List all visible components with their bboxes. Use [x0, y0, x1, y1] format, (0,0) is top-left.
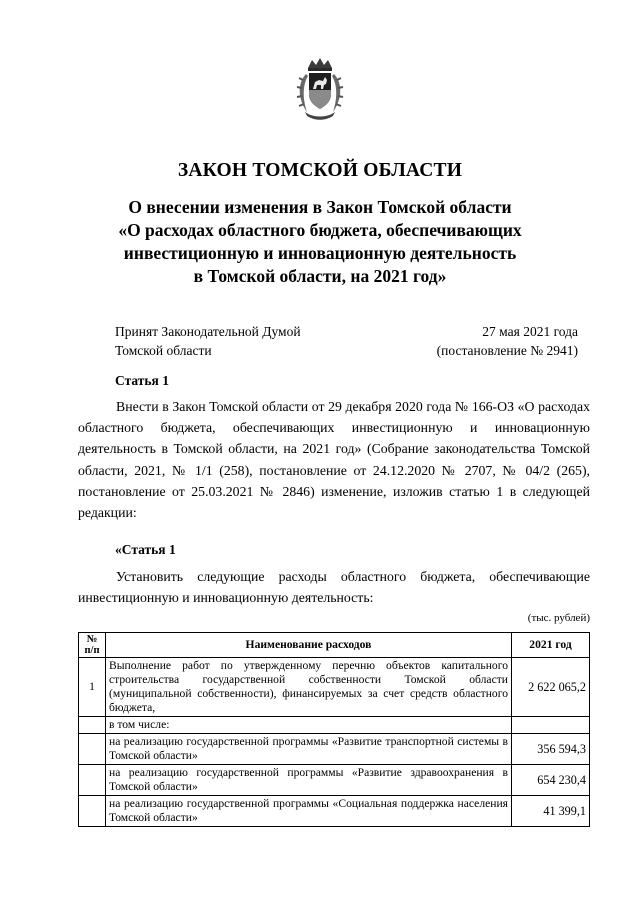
law-title — [60, 196, 580, 288]
row-name: в том числе: — [106, 717, 512, 734]
row-name: на реализацию государственной программы «Развитие здравоохранения в Томской области» — [106, 765, 512, 796]
law-type-heading: ЗАКОН ТОМСКОЙ ОБЛАСТИ — [177, 160, 463, 181]
title-line: «О расходах областного бюджета, обеспечивающих — [118, 220, 522, 240]
row-name: на реализацию государственной программы «Развитие транспортной системы в Томской области» — [106, 734, 512, 765]
row-number — [79, 796, 106, 827]
row-number — [79, 717, 106, 734]
new-article-heading: «Статья 1 — [115, 542, 176, 557]
row-number — [79, 734, 106, 765]
adoption-body-line: Томской области — [115, 343, 212, 358]
row-value: 654 230,4 — [512, 765, 590, 796]
title-line: О внесении изменения в Закон Томской области — [128, 197, 512, 217]
adoption-date — [437, 322, 578, 360]
adoption-body-line: Принят Законодательной Думой — [115, 324, 301, 339]
col-header-name: Наименование расходов — [106, 633, 512, 658]
row-number: 1 — [79, 658, 106, 717]
row-value: 2 622 065,2 — [512, 658, 590, 717]
expenses-table — [78, 632, 590, 827]
table-units: (тыс. рублей) — [527, 612, 590, 624]
table-row — [79, 765, 590, 796]
adoption-date-line: 27 мая 2021 года — [482, 324, 578, 339]
new-article-text: Установить следующие расходы областного бюджета, обеспечивающие инвестиционную и инновационную деятельность: — [78, 569, 590, 606]
table-row — [79, 796, 590, 827]
adoption-body — [115, 322, 301, 360]
table-row — [79, 734, 590, 765]
row-number — [79, 765, 106, 796]
col-header-number: № п/п — [79, 633, 106, 658]
adoption-resolution-line: (постановление № 2941) — [436, 343, 578, 358]
row-name: Выполнение работ по утвержденному перечню объектов капитального строительства государственной собственности Томской области (муниципальной собственности), финансируемых за счет средств областного бюджета, — [106, 658, 512, 717]
title-line: инвестиционную и инновационную деятельность — [123, 243, 517, 263]
article-text: Внести в Закон Томской области от 29 декабря 2020 года № 166-ОЗ «О расходах областного бюджета, обеспечивающих инвестиционную и инновационную деятельность в Томской области, на 2021 год» (Собрание законодательства Томской области, 2021, № 1/1 (258), постановление от 24.12.2020 № 2707, № 04/2 (265), постановление от 25.03.2021 № 2846) изменение, изложив статью 1 в следующей редакции: — [78, 399, 590, 521]
table-row — [79, 717, 590, 734]
row-name: на реализацию государственной программы «Социальная поддержка населения Томской области» — [106, 796, 512, 827]
col-header-year: 2021 год — [512, 633, 590, 658]
title-line: в Томской области, на 2021 год» — [193, 266, 447, 286]
table-header-row — [79, 633, 590, 658]
article-heading: Статья 1 — [115, 373, 169, 388]
table-row — [79, 658, 590, 717]
coat-of-arms-icon — [293, 56, 347, 122]
row-value: 356 594,3 — [512, 734, 590, 765]
row-value: 41 399,1 — [512, 796, 590, 827]
row-value — [512, 717, 590, 734]
